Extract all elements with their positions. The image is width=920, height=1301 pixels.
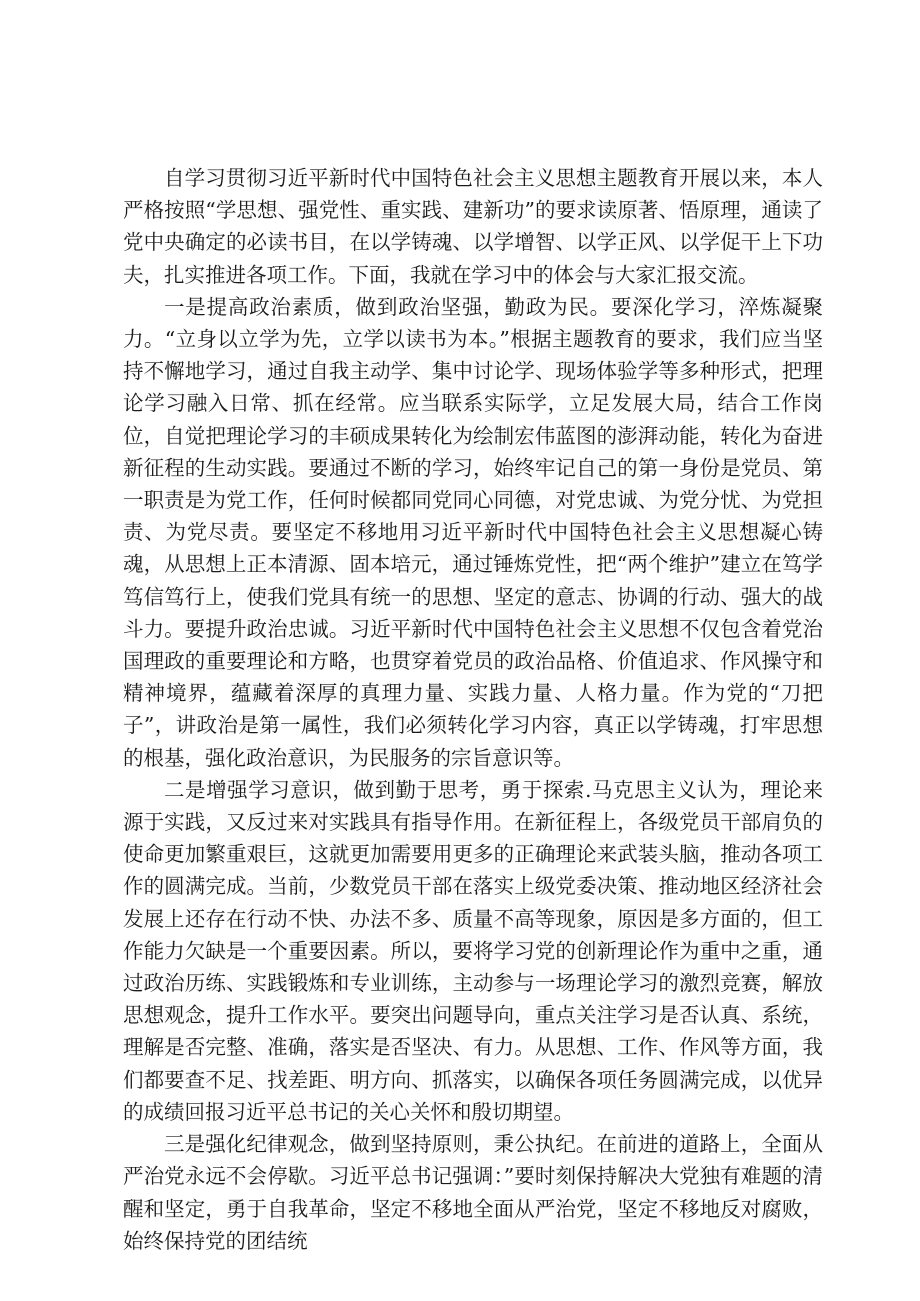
document-body <box>123 162 823 1257</box>
intro-paragraph: 自学习贯彻习近平新时代中国特色社会主义思想主题教育开展以来，本人严格按照“学思想、强党性、重实践、建新功”的要求读原著、悟原理，通读了党中央确定的必读书目，在以学铸魂、以学增智、以学正风、以学促干上下功夫，扎实推进各项工作。下面，我就在学习中的体会与大家汇报交流。 <box>123 166 823 287</box>
paragraph-political-quality: 一是提高政治素质，做到政治坚强，勤政为民。要深化学习，淬炼凝聚力。“立身以立学为先，立学以读书为本。”根据主题教育的要求，我们应当坚持不懈地学习，通过自我主动学、集中讨论学、现场体验学等多种形式，把理论学习融入日常、抓在经常。应当联系实际学，立足发展大局，结合工作岗位，自觉把理论学习的丰硕成果转化为绘制宏伟蓝图的澎湃动能，转化为奋进新征程的生动实践。要通过不断的学习，始终牢记自己的第一身份是党员、第一职责是为党工作，任何时候都同党同心同德，对党忠诚、为党分忧、为党担责、为党尽责。要坚定不移地用习近平新时代中国特色社会主义思想凝心铸魂，从思想上正本清源、固本培元，通过锤炼党性，把“两个维护”建立在笃学笃信笃行上，使我们党具有统一的思想、坚定的意志、协调的行动、强大的战斗力。要提升政治忠诚。习近平新时代中国特色社会主义思想不仅包含着党治国理政的重要理论和方略，也贯穿着党员的政治品格、价值追求、作风操守和精神境界，蕴藏着深厚的真理力量、实践力量、人格力量。作为党的“刀把子”，讲政治是第一属性，我们必须转化学习内容，真正以学铸魂，打牢思想的根基，强化政治意识，为民服务的宗旨意识等。 <box>123 294 823 770</box>
paragraph-discipline: 三是强化纪律观念，做到坚持原则，秉公执纪。在前进的道路上，全面从严治党永远不会停歇。习近平总书记强调：”要时刻保持解决大党独有难题的清醒和坚定，勇于自我革命，坚定不移地全面从严治党，坚定不移地反对腐败，始终保持党的团结统 <box>123 1132 823 1253</box>
paragraph-learning-awareness: 二是增强学习意识，做到勤于思考，勇于探索.马克思主义认为，理论来源于实践，又反过来对实践具有指导作用。在新征程上，各级党员干部肩负的使命更加繁重艰巨，这就更加需要用更多的正确理论来武装头脑，推动各项工作的圆满完成。当前，少数党员干部在落实上级党委决策、推动地区经济社会发展上还存在行动不快、办法不多、质量不高等现象，原因是多方面的，但工作能力欠缺是一个重要因素。所以，要将学习党的创新理论作为重中之重，通过政治历练、实践锻炼和专业训练，主动参与一场理论学习的激烈竞赛，解放思想观念，提升工作水平。要突出问题导向，重点关注学习是否认真、系统，理解是否完整、准确，落实是否坚决、有力。从思想、工作、作风等方面，我们都要查不足、找差距、明方向、抓落实，以确保各项任务圆满完成，以优异的成绩回报习近平总书记的关心关怀和殷切期望。 <box>123 777 823 1124</box>
